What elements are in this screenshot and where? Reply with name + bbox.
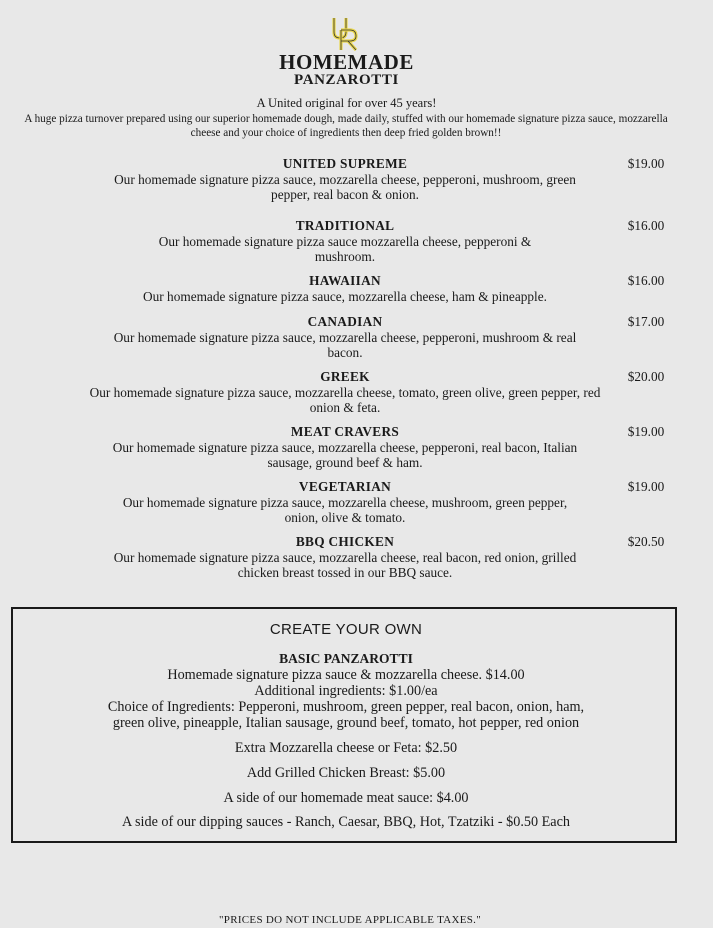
item-description: Our homemade signature pizza sauce, mozzarella cheese, ham & pineapple.	[143, 289, 547, 304]
item-description: Our homemade signature pizza sauce, mozzarella cheese, pepperoni, mushroom, green pepper, real bacon & onion.	[114, 172, 576, 202]
page-title: HOMEMADE	[279, 50, 414, 74]
basic-price-line: Homemade signature pizza sauce & mozzarella cheese. $14.00	[167, 667, 525, 683]
extra-cheese-line: Extra Mozzarella cheese or Feta: $2.50	[234, 740, 458, 756]
add-chicken-line: Add Grilled Chicken Breast: $5.00	[246, 765, 446, 781]
item-description: Our homemade signature pizza sauce, mozzarella cheese, pepperoni, mushroom & real bacon.	[113, 330, 577, 360]
item-name: BBQ CHICKEN	[295, 534, 395, 549]
basic-panzarotti-heading: BASIC PANZAROTTI	[279, 651, 413, 666]
item-name: MEAT CRAVERS	[290, 424, 400, 439]
ur-logo	[331, 16, 359, 52]
item-description: Our homemade signature pizza sauce, mozzarella cheese, mushroom, green pepper, onion, olive & tomato.	[122, 495, 568, 525]
create-your-own-heading: CREATE YOUR OWN	[269, 621, 423, 638]
tagline: A United original for over 45 years!	[256, 96, 437, 110]
item-description: Our homemade signature pizza sauce, mozzarella cheese, real bacon, red onion, grilled chicken breast tossed in our BBQ sauce.	[113, 550, 577, 580]
item-price: $19.00	[627, 156, 665, 171]
item-description: Our homemade signature pizza sauce mozzarella cheese, pepperoni & mushroom.	[158, 234, 532, 264]
item-price: $17.00	[627, 314, 665, 329]
item-description: Our homemade signature pizza sauce, mozzarella cheese, pepperoni, real bacon, Italian sausage, ground beef & ham.	[112, 440, 578, 470]
additional-ingredients-line: Additional ingredients: $1.00/ea	[254, 683, 438, 699]
item-price: $20.50	[627, 534, 665, 549]
ingredient-choices-line-2: green olive, pineapple, Italian sausage, ground beef, tomato, hot pepper, red onion	[112, 715, 580, 731]
dipping-sauces-line: A side of our dipping sauces - Ranch, Caesar, BBQ, Hot, Tzatziki - $0.50 Each	[122, 814, 570, 830]
item-price: $20.00	[627, 369, 665, 384]
intro-description: A huge pizza turnover prepared using our superior homemade dough, made daily, stuffed with our homemade signature pizza sauce, mozzarella cheese and your choice of ingredients then deep fried golden brown!!	[24, 113, 668, 139]
create-your-own-box	[11, 607, 677, 843]
item-description: Our homemade signature pizza sauce, mozzarella cheese, tomato, green olive, green pepper, red onion & feta.	[89, 385, 601, 415]
item-price: $19.00	[627, 479, 665, 494]
item-price: $16.00	[627, 273, 665, 288]
meat-sauce-line: A side of our homemade meat sauce: $4.00	[223, 790, 469, 806]
item-price: $16.00	[627, 218, 665, 233]
item-name: CANADIAN	[307, 314, 383, 329]
item-name: HAWAIIAN	[309, 273, 381, 288]
page-subtitle: PANZAROTTI	[294, 72, 399, 88]
tax-disclaimer: "PRICES DO NOT INCLUDE APPLICABLE TAXES."	[218, 914, 481, 926]
ingredient-choices-line-1: Choice of Ingredients: Pepperoni, mushroom, green pepper, real bacon, onion, ham,	[107, 699, 585, 715]
item-price: $19.00	[627, 424, 665, 439]
item-name: TRADITIONAL	[295, 218, 395, 233]
item-name: UNITED SUPREME	[282, 156, 408, 171]
item-name: GREEK	[320, 369, 370, 384]
item-name: VEGETARIAN	[298, 479, 392, 494]
